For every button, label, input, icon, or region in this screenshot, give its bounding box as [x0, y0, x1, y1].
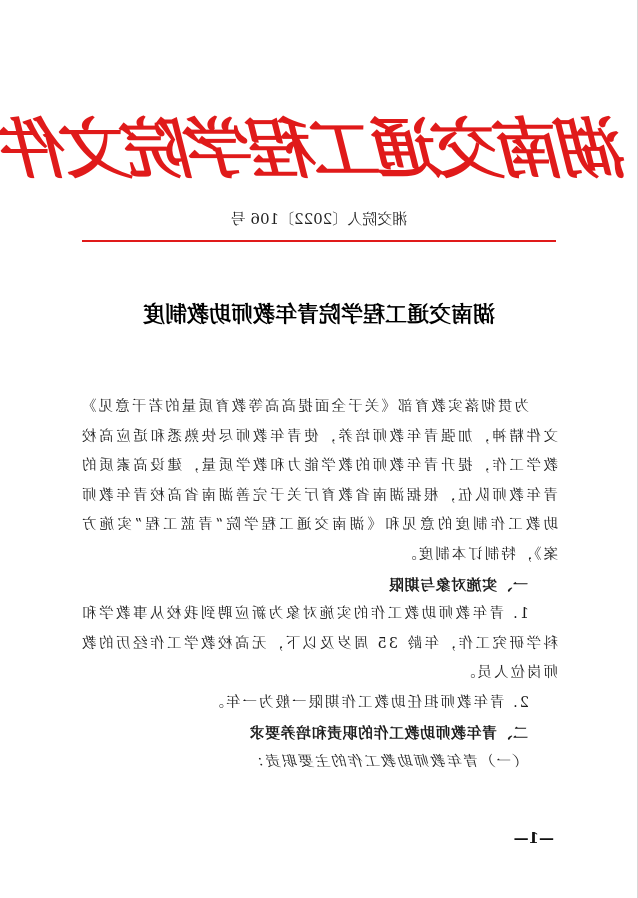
intro-paragraph: 为贯彻落实教育部《关于全面提高高等教育质量的若干意见》文件精神，加强青年教师培养，使青年教师尽快熟悉和适应高校教学工作，提升青年教师的教学能力和教学质量，建设高素质的青年教师队伍，根据湖南省教育厅关于完善湖南省高校青年教师助教工作制度的意见和《湖南交通工程学院“青蓝工程”实施方案》，特制订本制度。 [80, 399, 558, 563]
subsection-heading: （一）青年教师助教工作的主要职责： [248, 754, 529, 771]
document-title: 湖南交通工程学院青年教师助教制度 [143, 303, 496, 328]
section-item: 1. 青年教师助教工作的实施对象为新应聘到我校从事教学和科学研究工作，年龄 35 周岁及以下，无高校教学工作经历的教师岗位人员。 [80, 606, 558, 682]
section-heading: 二、青年教师助教工作的职责和培养要求 [248, 723, 528, 742]
masthead-title: 湖南交通工程学院文件 [9, 110, 629, 188]
document-body [80, 393, 558, 778]
page-number: —1— [513, 829, 554, 847]
document-number: 湘交院人〔2022〕106 号 [230, 210, 408, 228]
section-heading: 一、实施对象与期限 [388, 575, 528, 594]
section-item: 2. 青年教师担任助教工作期限一般为一年。 [207, 694, 529, 711]
red-divider-line [82, 240, 556, 242]
